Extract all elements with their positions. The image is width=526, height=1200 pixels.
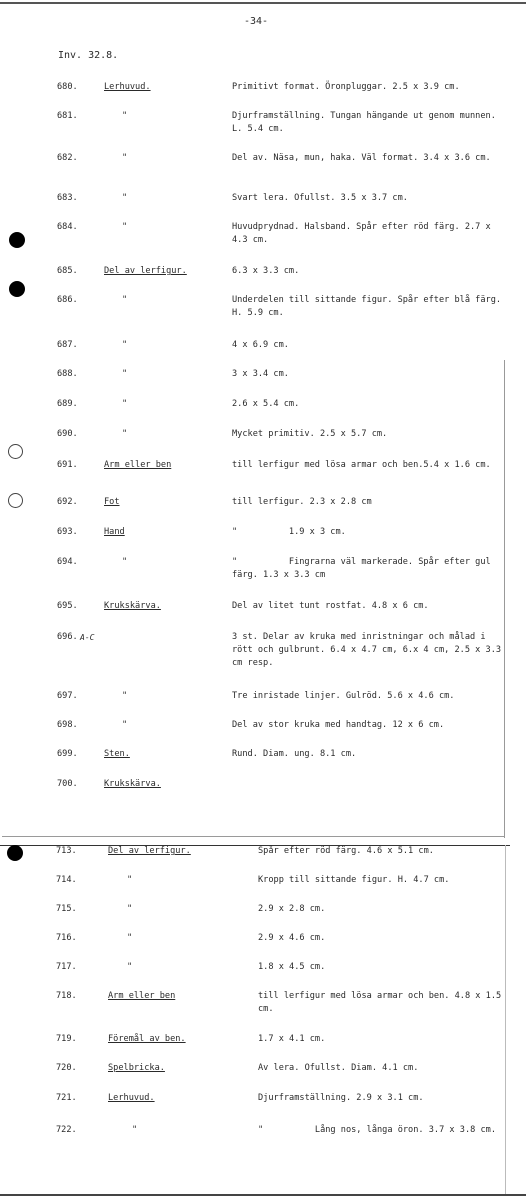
- entry-title: Arm eller ben: [108, 991, 176, 1001]
- entry-number: 720.: [56, 1063, 77, 1073]
- entry-title: Lerhuvud.: [108, 1093, 155, 1103]
- entry-description: Del av stor kruka med handtag. 12 x 6 cm.: [232, 720, 445, 730]
- entry-number: 685.: [57, 266, 78, 276]
- entry-number: 699.: [57, 749, 78, 759]
- top-edge-line: [0, 2, 526, 4]
- entry-description: Del av litet tunt rostfat. 4.8 x 6 cm.: [232, 601, 429, 611]
- entry-title: ": [127, 875, 133, 885]
- entry-title: Arm eller ben: [104, 460, 172, 470]
- entry-description: Djurframställning. Tungan hängande ut genom munnen. L. 5.4 cm.: [232, 111, 496, 134]
- punch-hole-icon: [7, 845, 23, 861]
- entry-number: 719.: [56, 1034, 77, 1044]
- entry-number: 718.: [56, 991, 77, 1001]
- entry-title: Hand: [104, 527, 125, 537]
- entry-description: Tre inristade linjer. Gulröd. 5.6 x 4.6 cm.: [232, 691, 455, 701]
- entry-title: Del av lerfigur.: [104, 266, 187, 276]
- entry-description: 1.8 x 4.5 cm.: [258, 962, 326, 972]
- page-number: -34-: [244, 16, 269, 27]
- entry-title: ": [127, 933, 133, 943]
- entry-description: till lerfigur. 2.3 x 2.8 cm: [232, 497, 372, 507]
- entry-number: 700.: [57, 779, 78, 789]
- entry-description: Huvudprydnad. Halsband. Spår efter röd färg. 2.7 x 4.3 cm.: [232, 222, 491, 245]
- entry-number: 717.: [56, 962, 77, 972]
- entry-title: ": [122, 720, 128, 730]
- punch-hole-icon: [8, 493, 23, 508]
- entry-number: 695.: [57, 601, 78, 611]
- entry-title: ": [122, 153, 128, 163]
- sheet-edge: [504, 360, 505, 838]
- entry-number: 680.: [57, 82, 78, 92]
- entry-number: 692.: [57, 497, 78, 507]
- entry-title: ": [122, 340, 128, 350]
- entry-number: 683.: [57, 193, 78, 203]
- entry-number: 691.: [57, 460, 78, 470]
- entry-number: 696.: [57, 632, 78, 642]
- entry-number: 687.: [57, 340, 78, 350]
- entry-title: ": [127, 962, 133, 972]
- entry-description: Mycket primitiv. 2.5 x 5.7 cm.: [232, 429, 388, 439]
- entry-description: 4 x 6.9 cm.: [232, 340, 289, 350]
- punch-hole-icon: [9, 281, 25, 297]
- entry-description: Primitivt format. Öronpluggar. 2.5 x 3.9 cm.: [232, 82, 460, 92]
- entry-description: 2.9 x 4.6 cm.: [258, 933, 326, 943]
- entry-description: Kropp till sittande figur. H. 4.7 cm.: [258, 875, 450, 885]
- entry-description: 6.3 x 3.3 cm.: [232, 266, 300, 276]
- entry-title: ": [132, 1125, 138, 1135]
- sheet-edge: [2, 836, 504, 837]
- entry-title: Föremål av ben.: [108, 1034, 186, 1044]
- entry-number: 689.: [57, 399, 78, 409]
- entry-description: till lerfigur med lösa armar och ben. 4.8 x 1.5 cm.: [258, 991, 502, 1014]
- entry-description: Rund. Diam. ung. 8.1 cm.: [232, 749, 357, 759]
- entry-number: 690.: [57, 429, 78, 439]
- entry-title: ": [122, 193, 128, 203]
- entry-number: 722.: [56, 1125, 77, 1135]
- entry-title: ": [122, 429, 128, 439]
- entry-number: 713.: [56, 846, 77, 856]
- entry-description: " Lång nos, långa öron. 3.7 x 3.8 cm.: [258, 1125, 496, 1135]
- entry-description: 2.6 x 5.4 cm.: [232, 399, 300, 409]
- entry-title: Lerhuvud.: [104, 82, 151, 92]
- entry-title: Krukskärva.: [104, 601, 161, 611]
- entry-number: 697.: [57, 691, 78, 701]
- entry-description: Svart lera. Ofullst. 3.5 x 3.7 cm.: [232, 193, 408, 203]
- entry-description: Djurframställning. 2.9 x 3.1 cm.: [258, 1093, 424, 1103]
- entry-title: ": [122, 691, 128, 701]
- entry-number: 688.: [57, 369, 78, 379]
- entry-title: Sten.: [104, 749, 130, 759]
- bottom-edge-line: [0, 1194, 526, 1196]
- punch-hole-icon: [9, 232, 25, 248]
- entry-description: Underdelen till sittande figur. Spår efter blå färg. H. 5.9 cm.: [232, 295, 502, 318]
- entry-description: 3 st. Delar av kruka med inristningar och målad i rött och gulbrunt. 6.4 x 4.7 cm, 6.x 4 cm, 2.5 x 3.3 cm resp.: [232, 632, 502, 668]
- entry-description: Spår efter röd färg. 4.6 x 5.1 cm.: [258, 846, 434, 856]
- entry-number: 698.: [57, 720, 78, 730]
- entry-number: 682.: [57, 153, 78, 163]
- entry-description: " 1.9 x 3 cm.: [232, 527, 346, 537]
- entry-title: Spelbricka.: [108, 1063, 165, 1073]
- entry-description: Av lera. Ofullst. Diam. 4.1 cm.: [258, 1063, 419, 1073]
- entry-title: ": [122, 111, 128, 121]
- punch-hole-icon: [8, 444, 23, 459]
- entry-number: 684.: [57, 222, 78, 232]
- entry-title: ": [122, 222, 128, 232]
- entry-number: 714.: [56, 875, 77, 885]
- entry-title: ": [122, 399, 128, 409]
- entry-number: 721.: [56, 1093, 77, 1103]
- entry-number: 716.: [56, 933, 77, 943]
- entry-number: 693.: [57, 527, 78, 537]
- entry-number: 681.: [57, 111, 78, 121]
- entry-description: " Fingrarna väl markerade. Spår efter gul färg. 1.3 x 3.3 cm: [232, 557, 496, 580]
- entry-description: Del av. Näsa, mun, haka. Väl format. 3.4 x 3.6 cm.: [232, 153, 491, 163]
- entry-title: ": [122, 295, 128, 305]
- entry-title: ": [122, 557, 128, 567]
- entry-title: Del av lerfigur.: [108, 846, 191, 856]
- inventory-number: Inv. 32.8.: [58, 50, 119, 61]
- entry-description: 2.9 x 2.8 cm.: [258, 904, 326, 914]
- sheet-edge: [505, 845, 506, 1195]
- handwritten-note: A-C: [80, 633, 95, 642]
- entry-description: 1.7 x 4.1 cm.: [258, 1034, 326, 1044]
- entry-number: 715.: [56, 904, 77, 914]
- entry-title: Fot: [104, 497, 120, 507]
- entry-number: 686.: [57, 295, 78, 305]
- entry-description: 3 x 3.4 cm.: [232, 369, 289, 379]
- entry-title: ": [127, 904, 133, 914]
- entry-number: 694.: [57, 557, 78, 567]
- entry-title: ": [122, 369, 128, 379]
- entry-title: Krukskärva.: [104, 779, 161, 789]
- entry-description: till lerfigur med lösa armar och ben.5.4 x 1.6 cm.: [232, 460, 491, 470]
